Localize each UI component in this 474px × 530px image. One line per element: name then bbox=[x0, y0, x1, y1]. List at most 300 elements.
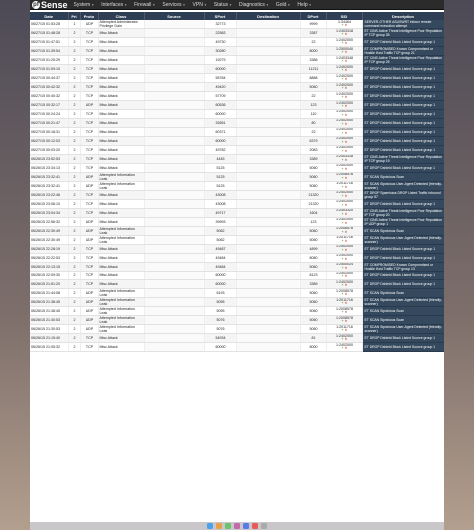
desktop-background-left bbox=[0, 0, 30, 530]
class-cell: Misc Attack bbox=[98, 145, 144, 154]
protocol-cell: TCP bbox=[80, 47, 98, 56]
sid-value: 1:2011716 bbox=[336, 324, 353, 329]
column-header-proto[interactable]: Proto bbox=[80, 12, 98, 20]
sid-value: 1:2403318 bbox=[336, 28, 353, 33]
source-cell[interactable] bbox=[144, 163, 204, 172]
disable-rule-icon[interactable]: ✕ bbox=[343, 41, 348, 46]
column-header-destination[interactable]: Destination bbox=[236, 12, 300, 20]
destination-cell[interactable] bbox=[236, 172, 300, 181]
description-cell: ET DROP Dshield Block Listed Source group 1 bbox=[362, 136, 444, 145]
disable-rule-icon[interactable]: ✕ bbox=[343, 238, 348, 243]
source-cell[interactable] bbox=[144, 289, 204, 298]
disable-rule-icon[interactable]: ✕ bbox=[343, 211, 348, 216]
destination-cell[interactable] bbox=[236, 298, 300, 307]
sid-cell bbox=[326, 289, 362, 298]
destination-cell[interactable] bbox=[236, 208, 300, 217]
source-port-cell: 43008 bbox=[204, 190, 236, 199]
disable-rule-icon[interactable]: ✕ bbox=[343, 265, 348, 270]
disable-rule-icon[interactable]: ✕ bbox=[343, 148, 348, 153]
destination-cell[interactable] bbox=[236, 83, 300, 92]
source-cell[interactable] bbox=[144, 190, 204, 199]
app-icon[interactable] bbox=[252, 523, 258, 529]
nav-item-help[interactable] bbox=[297, 2, 311, 8]
add-suppress-icon[interactable]: + bbox=[341, 59, 344, 64]
destination-cell[interactable] bbox=[236, 289, 300, 298]
date-cell: 06/26/15 22:30:49 bbox=[30, 226, 68, 235]
source-cell[interactable] bbox=[144, 47, 204, 56]
add-suppress-icon[interactable]: + bbox=[341, 274, 344, 279]
sid-value: 1:2402000 bbox=[336, 279, 353, 284]
date-cell: 06/26/15 21:44:08 bbox=[30, 289, 68, 298]
add-suppress-icon[interactable]: + bbox=[341, 310, 344, 315]
source-cell[interactable] bbox=[144, 253, 204, 262]
sid-actions bbox=[328, 51, 362, 55]
sid-actions bbox=[328, 213, 362, 217]
disable-rule-icon[interactable]: ✕ bbox=[343, 139, 348, 144]
priority-cell: 2 bbox=[68, 325, 80, 334]
add-suppress-icon[interactable]: + bbox=[341, 319, 344, 324]
protocol-cell: TCP bbox=[80, 74, 98, 83]
priority-cell: 2 bbox=[68, 29, 80, 38]
nav-item-interfaces[interactable] bbox=[101, 2, 127, 8]
destination-cell[interactable] bbox=[236, 127, 300, 136]
add-suppress-icon[interactable]: + bbox=[341, 193, 344, 198]
protocol-cell: TCP bbox=[80, 244, 98, 253]
source-cell[interactable] bbox=[144, 325, 204, 334]
source-cell[interactable] bbox=[144, 83, 204, 92]
add-suppress-icon[interactable]: + bbox=[341, 41, 344, 46]
destination-cell[interactable] bbox=[236, 74, 300, 83]
disable-rule-icon[interactable]: ✕ bbox=[343, 310, 348, 315]
destination-cell[interactable] bbox=[236, 20, 300, 29]
source-cell[interactable] bbox=[144, 145, 204, 154]
disable-rule-icon[interactable]: ✕ bbox=[343, 247, 348, 252]
description-cell: ET DROP Dshield Block Listed Source group 1 bbox=[362, 163, 444, 172]
disable-rule-icon[interactable]: ✕ bbox=[343, 202, 348, 207]
source-port-cell: 60536 bbox=[204, 101, 236, 110]
table-row bbox=[30, 127, 444, 136]
disable-rule-icon[interactable]: ✕ bbox=[343, 77, 348, 82]
class-cell: Misc Attack bbox=[98, 110, 144, 119]
add-suppress-icon[interactable]: + bbox=[341, 202, 344, 207]
source-port-cell: 5125 bbox=[204, 163, 236, 172]
date-cell: 06/27/15 00:32:17 bbox=[30, 101, 68, 110]
disable-rule-icon[interactable]: ✕ bbox=[343, 121, 348, 126]
disable-rule-icon[interactable]: ✕ bbox=[343, 32, 348, 37]
source-cell[interactable] bbox=[144, 119, 204, 128]
disable-rule-icon[interactable]: ✕ bbox=[343, 292, 348, 297]
class-cell: Misc Attack bbox=[98, 253, 144, 262]
destination-cell[interactable] bbox=[236, 65, 300, 74]
destination-port-cell: 5060 bbox=[300, 226, 326, 235]
date-cell: 06/27/15 01:39:54 bbox=[30, 47, 68, 56]
disable-rule-icon[interactable]: ✕ bbox=[343, 166, 348, 171]
destination-cell[interactable] bbox=[236, 119, 300, 128]
add-suppress-icon[interactable]: + bbox=[341, 157, 344, 162]
source-cell[interactable] bbox=[144, 280, 204, 289]
add-suppress-icon[interactable]: + bbox=[341, 184, 344, 189]
add-suppress-icon[interactable]: + bbox=[341, 247, 344, 252]
disable-rule-icon[interactable]: ✕ bbox=[343, 95, 348, 100]
description-cell: ET CINS Active Threat Intelligence Poor Reputation IP UDP group 1 bbox=[362, 217, 444, 226]
priority-cell: 2 bbox=[68, 217, 80, 226]
source-cell[interactable] bbox=[144, 235, 204, 244]
table-row bbox=[30, 119, 444, 128]
disable-rule-icon[interactable]: ✕ bbox=[343, 301, 348, 306]
disable-rule-icon[interactable]: ✕ bbox=[343, 113, 348, 118]
description-cell: ET DROP Dshield Block Listed Source group 1 bbox=[362, 38, 444, 47]
priority-cell: 2 bbox=[68, 298, 80, 307]
add-suppress-icon[interactable]: + bbox=[341, 238, 344, 243]
destination-cell[interactable] bbox=[236, 29, 300, 38]
column-header-pri[interactable]: Pri bbox=[68, 12, 80, 20]
destination-cell[interactable] bbox=[236, 235, 300, 244]
add-suppress-icon[interactable]: + bbox=[341, 283, 344, 288]
app-icon[interactable] bbox=[243, 523, 249, 529]
sid-value: 1:2402000 bbox=[336, 163, 353, 168]
class-cell: Misc Attack bbox=[98, 208, 144, 217]
sid-cell bbox=[326, 101, 362, 110]
description-cell: ET DROP Dshield Block Listed Source group 1 bbox=[362, 92, 444, 101]
description-cell: SERVER-OTHER ASUSWRT infosvr remote command execution attempt bbox=[362, 20, 444, 29]
add-suppress-icon[interactable]: + bbox=[341, 50, 344, 55]
column-header-class[interactable]: Class bbox=[98, 12, 144, 20]
source-cell[interactable] bbox=[144, 262, 204, 271]
disable-rule-icon[interactable]: ✕ bbox=[343, 23, 348, 28]
date-cell: 06/27/15 00:42:32 bbox=[30, 83, 68, 92]
sid-actions bbox=[328, 204, 362, 208]
destination-cell[interactable] bbox=[236, 47, 300, 56]
destination-cell[interactable] bbox=[236, 271, 300, 280]
sid-actions bbox=[328, 258, 362, 262]
class-cell: Attempted Information Leak bbox=[98, 226, 144, 235]
source-cell[interactable] bbox=[144, 74, 204, 83]
nav-item-vpn[interactable] bbox=[193, 2, 207, 8]
sid-actions bbox=[328, 24, 362, 28]
destination-cell[interactable] bbox=[236, 334, 300, 343]
add-suppress-icon[interactable]: + bbox=[341, 77, 344, 82]
app-icon[interactable] bbox=[216, 523, 222, 529]
source-cell[interactable] bbox=[144, 217, 204, 226]
priority-cell: 2 bbox=[68, 92, 80, 101]
add-suppress-icon[interactable]: + bbox=[341, 166, 344, 171]
source-cell[interactable] bbox=[144, 343, 204, 352]
table-row bbox=[30, 136, 444, 145]
sid-actions bbox=[328, 141, 362, 145]
source-cell[interactable] bbox=[144, 101, 204, 110]
priority-cell: 2 bbox=[68, 65, 80, 74]
sid-cell bbox=[326, 145, 362, 154]
source-cell[interactable] bbox=[144, 172, 204, 181]
destination-cell[interactable] bbox=[236, 307, 300, 316]
description-cell: ET SCAN Sipvicious User-Agent Detected (friendly-scanner) bbox=[362, 235, 444, 244]
column-header-date[interactable]: Date bbox=[30, 12, 68, 20]
date-cell: 06/26/15 21:30:53 bbox=[30, 325, 68, 334]
description-cell: ET DROP Dshield Block Listed Source group 1 bbox=[362, 199, 444, 208]
protocol-cell: UDP bbox=[80, 101, 98, 110]
column-header-source[interactable]: Source bbox=[144, 12, 204, 20]
sid-actions bbox=[328, 168, 362, 172]
protocol-cell: TCP bbox=[80, 83, 98, 92]
source-cell[interactable] bbox=[144, 271, 204, 280]
nav-item-diagnostics[interactable] bbox=[239, 2, 269, 8]
destination-cell[interactable] bbox=[236, 280, 300, 289]
brand-logo[interactable] bbox=[32, 0, 68, 10]
add-suppress-icon[interactable]: + bbox=[341, 104, 344, 109]
column-header-sport[interactable]: SPort bbox=[204, 12, 236, 20]
table-row bbox=[30, 20, 444, 29]
class-cell: Misc Attack bbox=[98, 101, 144, 110]
destination-cell[interactable] bbox=[236, 56, 300, 65]
add-suppress-icon[interactable]: + bbox=[341, 220, 344, 225]
destination-cell[interactable] bbox=[236, 244, 300, 253]
description-cell: ET SCAN Sipvicious User-Agent Detected (friendly-scanner) bbox=[362, 298, 444, 307]
destination-port-cell: 2083 bbox=[300, 145, 326, 154]
class-cell: Misc Attack bbox=[98, 163, 144, 172]
sid-actions bbox=[328, 96, 362, 100]
destination-cell[interactable] bbox=[236, 199, 300, 208]
source-cell[interactable] bbox=[144, 334, 204, 343]
add-suppress-icon[interactable]: + bbox=[341, 86, 344, 91]
destination-cell[interactable] bbox=[236, 325, 300, 334]
description-cell: ET DROP Dshield Block Listed Source group 1 bbox=[362, 271, 444, 280]
source-port-cell: 5076 bbox=[204, 325, 236, 334]
priority-cell: 2 bbox=[68, 74, 80, 83]
source-cell[interactable] bbox=[144, 154, 204, 163]
destination-cell[interactable] bbox=[236, 163, 300, 172]
destination-cell[interactable] bbox=[236, 343, 300, 352]
destination-cell[interactable] bbox=[236, 145, 300, 154]
description-cell: ET CINS Active Threat Intelligence Poor Reputation IP TCP group 35 bbox=[362, 29, 444, 38]
add-suppress-icon[interactable]: + bbox=[341, 175, 344, 180]
sid-value: 1:2011716 bbox=[336, 181, 353, 186]
source-cell[interactable] bbox=[144, 181, 204, 190]
destination-cell[interactable] bbox=[236, 262, 300, 271]
sid-cell bbox=[326, 110, 362, 119]
source-port-cell: 60000 bbox=[204, 280, 236, 289]
destination-port-cell: 8080 bbox=[300, 253, 326, 262]
destination-cell[interactable] bbox=[236, 181, 300, 190]
date-cell: 06/26/15 23:22:46 bbox=[30, 190, 68, 199]
priority-cell: 2 bbox=[68, 262, 80, 271]
class-cell: Attempted Information Leak bbox=[98, 289, 144, 298]
dock bbox=[30, 522, 444, 530]
source-cell[interactable] bbox=[144, 208, 204, 217]
nav-item-label: Gold bbox=[275, 1, 287, 8]
protocol-cell: TCP bbox=[80, 262, 98, 271]
disable-rule-icon[interactable]: ✕ bbox=[343, 193, 348, 198]
disable-rule-icon[interactable]: ✕ bbox=[343, 157, 348, 162]
source-cell[interactable] bbox=[144, 20, 204, 29]
nav-item-gold[interactable] bbox=[276, 2, 291, 8]
column-header-dport[interactable]: DPort bbox=[300, 12, 326, 20]
add-suppress-icon[interactable]: + bbox=[341, 229, 344, 234]
disable-rule-icon[interactable]: ✕ bbox=[343, 346, 348, 351]
source-port-cell: 49484 bbox=[204, 262, 236, 271]
nav-item-system[interactable] bbox=[74, 2, 95, 8]
source-cell[interactable] bbox=[144, 199, 204, 208]
finder-icon[interactable] bbox=[207, 523, 213, 529]
sid-actions bbox=[328, 240, 362, 244]
destination-cell[interactable] bbox=[236, 154, 300, 163]
description-cell: ET DROP Dshield Block Listed Source group 1 bbox=[362, 101, 444, 110]
source-port-cell: 6193 bbox=[204, 289, 236, 298]
disable-rule-icon[interactable]: ✕ bbox=[343, 283, 348, 288]
app-icon[interactable] bbox=[225, 523, 231, 529]
protocol-cell: UDP bbox=[80, 226, 98, 235]
sid-cell bbox=[326, 190, 362, 199]
disable-rule-icon[interactable]: ✕ bbox=[343, 86, 348, 91]
source-cell[interactable] bbox=[144, 307, 204, 316]
source-port-cell: 5062 bbox=[204, 226, 236, 235]
add-suppress-icon[interactable]: + bbox=[341, 265, 344, 270]
date-cell: 06/27/15 00:21:47 bbox=[30, 119, 68, 128]
add-suppress-icon[interactable]: + bbox=[341, 256, 344, 261]
nav-item-services[interactable] bbox=[162, 2, 185, 8]
add-suppress-icon[interactable]: + bbox=[341, 32, 344, 37]
disable-rule-icon[interactable]: ✕ bbox=[343, 319, 348, 324]
disable-rule-icon[interactable]: ✕ bbox=[343, 337, 348, 342]
app-icon[interactable] bbox=[261, 523, 267, 529]
sid-value: 1:2008578 bbox=[336, 226, 353, 231]
destination-cell[interactable] bbox=[236, 190, 300, 199]
table-row bbox=[30, 199, 444, 208]
add-suppress-icon[interactable]: + bbox=[341, 68, 344, 73]
sid-actions bbox=[328, 347, 362, 351]
sid-actions bbox=[328, 150, 362, 154]
add-suppress-icon[interactable]: + bbox=[341, 148, 344, 153]
sid-actions bbox=[328, 267, 362, 271]
sid-cell bbox=[326, 38, 362, 47]
add-suppress-icon[interactable]: + bbox=[341, 23, 344, 28]
add-suppress-icon[interactable]: + bbox=[341, 130, 344, 135]
disable-rule-icon[interactable]: ✕ bbox=[343, 50, 348, 55]
source-cell[interactable] bbox=[144, 65, 204, 74]
class-cell: Misc Attack bbox=[98, 56, 144, 65]
add-suppress-icon[interactable]: + bbox=[341, 346, 344, 351]
column-header-description[interactable]: Description bbox=[362, 12, 444, 20]
source-cell[interactable] bbox=[144, 316, 204, 325]
source-cell[interactable] bbox=[144, 298, 204, 307]
add-suppress-icon[interactable]: + bbox=[341, 95, 344, 100]
destination-cell[interactable] bbox=[236, 136, 300, 145]
class-cell: Attempted Information Leak bbox=[98, 235, 144, 244]
source-port-cell: 49420 bbox=[204, 83, 236, 92]
sid-value: 1:2402000 bbox=[336, 342, 353, 347]
disable-rule-icon[interactable]: ✕ bbox=[343, 328, 348, 333]
column-header-sid[interactable]: SID bbox=[326, 12, 362, 20]
nav-item-firewall[interactable] bbox=[134, 2, 155, 8]
sid-value: 1:2402000 bbox=[336, 145, 353, 150]
nav-item-label: Help bbox=[297, 1, 308, 8]
add-suppress-icon[interactable]: + bbox=[341, 301, 344, 306]
source-cell[interactable] bbox=[144, 244, 204, 253]
priority-cell: 1 bbox=[68, 20, 80, 29]
table-header-row bbox=[30, 12, 444, 20]
date-cell: 06/26/15 22:28:19 bbox=[30, 244, 68, 253]
source-port-cell: 5076 bbox=[204, 316, 236, 325]
source-cell[interactable] bbox=[144, 29, 204, 38]
protocol-cell: UDP bbox=[80, 235, 98, 244]
sid-value: 1:2008578 bbox=[336, 315, 353, 320]
source-cell[interactable] bbox=[144, 38, 204, 47]
destination-cell[interactable] bbox=[236, 110, 300, 119]
table-row bbox=[30, 145, 444, 154]
date-cell: 06/27/15 01:48:28 bbox=[30, 29, 68, 38]
destination-cell[interactable] bbox=[236, 101, 300, 110]
destination-cell[interactable] bbox=[236, 38, 300, 47]
table-row bbox=[30, 181, 444, 190]
disable-rule-icon[interactable]: ✕ bbox=[343, 229, 348, 234]
sid-value: 1:2403348 bbox=[336, 55, 353, 60]
add-suppress-icon[interactable]: + bbox=[341, 121, 344, 126]
destination-port-cell: 5060 bbox=[300, 181, 326, 190]
sid-actions bbox=[328, 87, 362, 91]
sid-actions bbox=[328, 114, 362, 118]
sid-value: 1:2402000 bbox=[336, 253, 353, 257]
add-suppress-icon[interactable]: + bbox=[341, 113, 344, 118]
caret-down-icon: ▼ bbox=[203, 2, 207, 7]
protocol-cell: TCP bbox=[80, 65, 98, 74]
nav-item-status[interactable] bbox=[214, 2, 232, 8]
date-cell: 06/26/15 23:32:41 bbox=[30, 181, 68, 190]
description-cell: ET SCAN Sipvicious User-Agent Detected (friendly-scanner) bbox=[362, 325, 444, 334]
add-suppress-icon[interactable]: + bbox=[341, 328, 344, 333]
add-suppress-icon[interactable]: + bbox=[341, 139, 344, 144]
source-cell[interactable] bbox=[144, 226, 204, 235]
disable-rule-icon[interactable]: ✕ bbox=[343, 184, 348, 189]
sid-actions bbox=[328, 177, 362, 181]
destination-port-cell: 22 bbox=[300, 127, 326, 136]
class-cell: Misc Attack bbox=[98, 334, 144, 343]
source-cell[interactable] bbox=[144, 92, 204, 101]
protocol-cell: TCP bbox=[80, 163, 98, 172]
date-cell: 06/26/15 22:22:53 bbox=[30, 253, 68, 262]
disable-rule-icon[interactable]: ✕ bbox=[343, 220, 348, 225]
disable-rule-icon[interactable]: ✕ bbox=[343, 104, 348, 109]
disable-rule-icon[interactable]: ✕ bbox=[343, 175, 348, 180]
destination-port-cell: 5060 bbox=[300, 172, 326, 181]
add-suppress-icon[interactable]: + bbox=[341, 211, 344, 216]
date-cell: 06/26/15 23:34:13 bbox=[30, 163, 68, 172]
disable-rule-icon[interactable]: ✕ bbox=[343, 274, 348, 279]
destination-cell[interactable] bbox=[236, 217, 300, 226]
add-suppress-icon[interactable]: + bbox=[341, 292, 344, 297]
date-cell: 06/27/15 01:25:29 bbox=[30, 56, 68, 65]
destination-cell[interactable] bbox=[236, 253, 300, 262]
destination-cell[interactable] bbox=[236, 92, 300, 101]
sid-value: 1:2402000 bbox=[336, 271, 353, 275]
description-cell: ET COMPROMISED Known Compromised or Hostile Host Traffic TCP group 21 bbox=[362, 47, 444, 56]
disable-rule-icon[interactable]: ✕ bbox=[343, 256, 348, 261]
source-cell[interactable] bbox=[144, 136, 204, 145]
disable-rule-icon[interactable]: ✕ bbox=[343, 59, 348, 64]
sid-actions bbox=[328, 329, 362, 333]
app-icon[interactable] bbox=[234, 523, 240, 529]
source-port-cell: 60000 bbox=[204, 136, 236, 145]
date-cell: 06/26/15 21:05:32 bbox=[30, 343, 68, 352]
source-cell[interactable] bbox=[144, 56, 204, 65]
source-cell[interactable] bbox=[144, 127, 204, 136]
disable-rule-icon[interactable]: ✕ bbox=[343, 130, 348, 135]
date-cell: 06/26/15 22:13:15 bbox=[30, 262, 68, 271]
destination-cell[interactable] bbox=[236, 226, 300, 235]
source-cell[interactable] bbox=[144, 110, 204, 119]
add-suppress-icon[interactable]: + bbox=[341, 337, 344, 342]
source-port-cell: 49730 bbox=[204, 38, 236, 47]
destination-cell[interactable] bbox=[236, 316, 300, 325]
disable-rule-icon[interactable]: ✕ bbox=[343, 68, 348, 73]
